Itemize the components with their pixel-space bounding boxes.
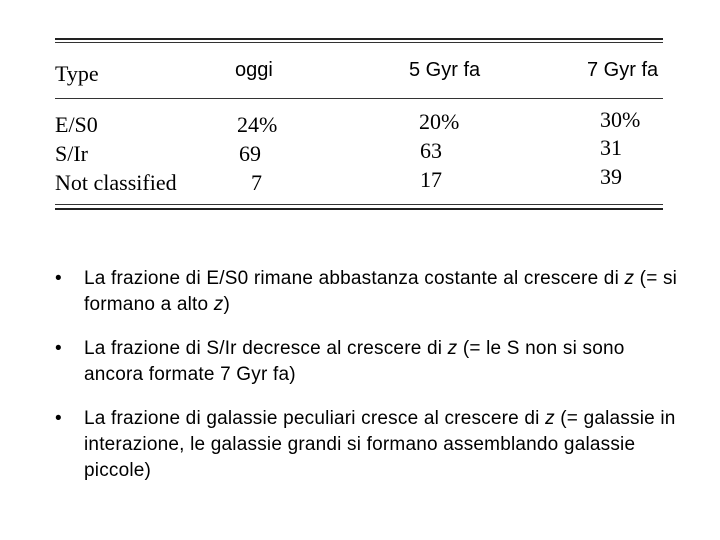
header-type: Type	[55, 61, 99, 86]
table-top-rule	[55, 38, 663, 40]
cell-sir-5gyr: 63	[420, 138, 442, 163]
classification-table	[55, 30, 663, 215]
bullet-text: (= si formano a alto	[84, 268, 678, 315]
header-oggi: oggi	[235, 59, 273, 81]
cell-es0-5gyr: 20%	[419, 109, 460, 134]
bullet-item	[55, 266, 680, 318]
bullet-marker: •	[55, 338, 62, 359]
cell-es0-7gyr: 30%	[600, 107, 641, 132]
bullet-text: (= galassie in interazione, le galassie grandi si formano assemblando galassie piccole)	[84, 408, 676, 481]
bullet-item	[55, 406, 680, 484]
row-label-sir: S/Ir	[55, 141, 88, 166]
cell-nc-oggi: 7	[251, 170, 262, 195]
row-label-not-classified: Not classified	[55, 170, 177, 195]
cell-sir-oggi: 69	[239, 141, 261, 166]
table-bottom-rule-2	[55, 208, 663, 210]
variable-z: z	[624, 268, 635, 289]
bullet-item	[55, 336, 680, 388]
bullet-marker: •	[55, 408, 62, 429]
cell-nc-7gyr: 39	[600, 164, 622, 189]
variable-z: z	[447, 338, 458, 359]
cell-sir-7gyr: 31	[600, 135, 622, 160]
bullet-marker: •	[55, 268, 62, 289]
variable-z: z	[213, 294, 224, 315]
bullet-list	[55, 266, 680, 502]
table-top-rule-2	[55, 42, 663, 43]
table-header-rule	[55, 98, 663, 99]
bullet-text: La frazione di galassie peculiari cresce al crescere di	[84, 408, 546, 429]
row-label-es0: E/S0	[55, 112, 98, 137]
bullet-text: )	[223, 294, 230, 315]
bullet-text: (= le S non si sono ancora formate 7 Gyr fa)	[84, 338, 625, 385]
cell-es0-oggi: 24%	[237, 112, 278, 137]
variable-z: z	[545, 408, 555, 429]
cell-nc-5gyr: 17	[420, 167, 442, 192]
bullet-text: La frazione di E/S0 rimane abbastanza costante al crescere di	[84, 268, 625, 289]
header-5gyr: 5 Gyr fa	[409, 59, 481, 81]
header-7gyr: 7 Gyr fa	[587, 59, 659, 81]
table-bottom-rule	[55, 204, 663, 205]
bullet-text: La frazione di S/Ir decresce al crescere di	[84, 338, 448, 359]
